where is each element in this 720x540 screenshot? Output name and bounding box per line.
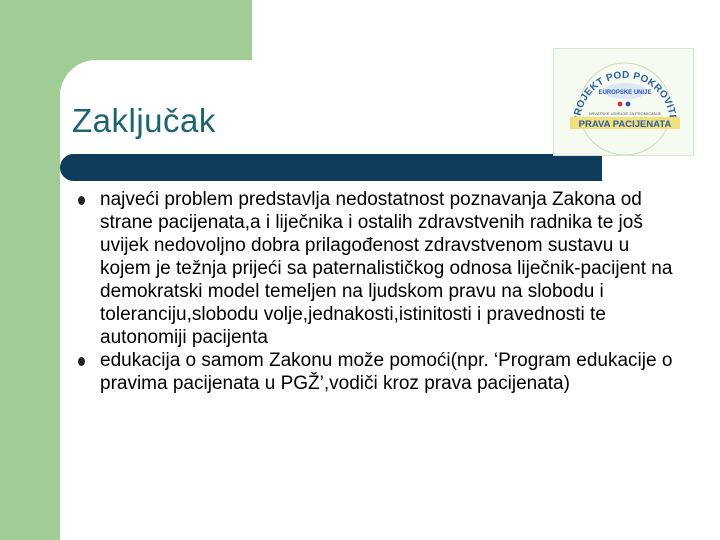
slide-title: Zaključak: [72, 102, 216, 139]
logo-banner: PRAVA PACIJENATA: [578, 119, 672, 130]
title-underline-bar: [60, 154, 602, 181]
bullet-dot-icon: [78, 357, 85, 366]
logo-graphic: [554, 49, 693, 155]
logo: [553, 48, 694, 156]
bullet-text: najveći problem predstavlja nedostatnost poznavanja Zakona od strane pacijenata,a i liječnika i ostalih zdravstvenih radnika te još uvijek nedovoljno dobra prilagođenost zdravstvenom sustavu u kojem je težnja prijeći sa paternalističkog odnosa liječnik-pacijent na demokratski model temeljen na ljudskom pravu na slobodu i toleranciju,slobodu volje,jednakosti,istinitosti i pravednosti te autonomiji pacijenta: [100, 189, 673, 348]
logo-ring-text: ROJEKT POD POKROVIT: [572, 69, 678, 117]
bullet-text: edukacija o samom Zakonu može pomoći(npr. ‘Program edukacije o pravima pacijenata u PGŽ’,vodiči kroz prava pacijenata): [100, 350, 673, 394]
green-left-strip: [0, 0, 60, 540]
bullet-dot-icon: [78, 196, 85, 205]
bullet-list: [76, 188, 676, 395]
bullet-item: [76, 349, 676, 395]
logo-inner-top: EUROPSKE UNIJE: [598, 90, 652, 96]
logo-inner-small: HRVATSKE UDRUGE ZA PROMICANJE: [588, 111, 662, 116]
bullet-item: [76, 188, 676, 349]
